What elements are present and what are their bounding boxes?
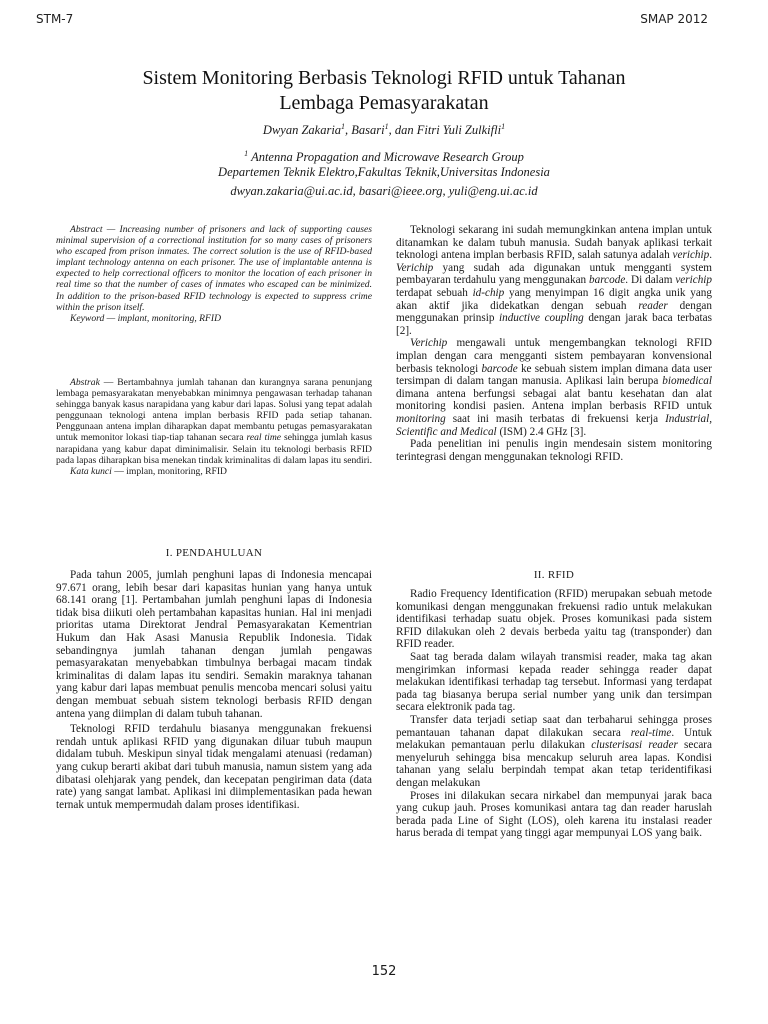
affiliation-line-2: Departemen Teknik Elektro,Fakultas Teknik,Universitas Indonesia — [218, 165, 550, 180]
abstract-english-text: Abstract — Increasing number of prisoners and lack of supporting causes minimal supervision of a correctional institution for so many cases of prisoners who escaped from prison inmates. The correct solution is the use of RFID-based implant technology antenna on each prisoner. The use of implantable antenna is expected to help correctional officers to monitor the location of each prisoner in real time so that the number of cases of inmates who escaped can be minimized. In addition to the prison-based RFID technology is expected to suppress crime within the prison itself. — [56, 224, 372, 313]
abstract-indonesian-keywords: Kata kunci — implan, monitoring, RFID — [70, 465, 227, 477]
author-separator-1: , — [345, 123, 352, 138]
page-number: 152 — [371, 964, 397, 979]
section-1-paragraph-1: Pada tahun 2005, jumlah penghuni lapas di Indonesia mencapai 97.671 orang, lebih besar dari kapasitas hunian yang hanya untuk 68.141 orang [1]. Pertambahan jumlah penghuni lapas di Indonesia tidak bisa diikuti oleh pertambahan kapasitas hunian. Hal ini menjadi prioritas utama Direktorat Jendral Pemasyarakatan Kementrian Hukum dan Hak Asasi Manusia Republik Indonesia. Tidak sebandingnya jumlah tahanan dengan jumlah pengawas pemasyarakatan menyebabkan timbulnya berbagai macam tindak kriminalitas di dalam lapas itu sendiri. Semakin maraknya tahanan yang kabur dari lapas membuat penulis mencoba mencari solusi yaitu dengan membuat sebuah sistem teknologi berbasis RFID dengan antena yang diimplan di dalam tubuh tahanan. — [56, 569, 372, 720]
section-1-heading: I. PENDAHULUAN — [165, 547, 263, 559]
paper-title-line-2: Lembaga Pemasyarakatan — [279, 92, 489, 114]
abstract-indonesian-text: Abstrak — Bertambahnya jumlah tahanan dan kurangnya sarana penunjang lembaga pemasyarakatan menyebabkan minimnya pengawasan terhadap tahanan sehingga banyak kasus narapidana yang kabur dari lapas. Solusi yang tepat adalah penggunaan teknologi antena implan berbasis RFID pada setiap tahanan. Penggunaan antena implan diharapkan dapat membantu petugas pemasyarakatan untuk memonitor lokasi tiap-tiap tahanan secara real time sehingga jumlah kasus narapidana yang kabur dapat diminimalisir. Selain itu teknologi berbasis RFID pada lapas diharapkan bisa menekan tindak kriminalitas di dalam lapas itu sendiri. — [56, 377, 372, 466]
author-3-affil-mark: 1 — [501, 122, 506, 131]
section-2-heading: II. RFID — [533, 569, 575, 581]
affiliation — [60, 146, 708, 180]
author-2-affil-mark: 1 — [384, 122, 389, 131]
abstract-english — [56, 224, 372, 324]
affiliation-line-1 — [60, 146, 708, 165]
running-header-left: STM-7 — [36, 12, 74, 26]
author-separator-2: , dan — [388, 123, 417, 138]
section-2-paragraph-4: Proses ini dilakukan secara nirkabel dan mempunyai jarak baca yang cukup jauh. Proses komunikasi antara tag dan reader haruslah berada pada Line of Sight (LOS), oleh karena itu instalasi reader harus berada di tempat yang tinggi agar mempunyai LOS yang baik. — [396, 789, 712, 840]
abstract-indonesian — [56, 377, 372, 477]
intro-continued — [396, 224, 712, 463]
abstrak-label: Abstrak — [70, 377, 100, 388]
section-2-body — [396, 588, 712, 840]
intro-paragraph-2: Verichip mengawali untuk mengembangkan teknologi RFID implan dengan cara mengganti sistem pembayaran konvensional berbasis teknologi barcode ke sebuah sistem implan dimana data user tersimpan di dalam tangan manusia. Aplikasi lain berupa biomedical dimana antena berfungsi sebagai alat bantu kesehatan dan alat monitoring kondisi pasien. Antena implan berbasis RFID untuk monitoring saat ini masih terbatas di frekuensi kerja Industrial, Scientific and Medical (ISM) 2.4 GHz [3]. — [396, 337, 712, 438]
kata-kunci-label: Kata kunci — [70, 465, 112, 477]
intro-paragraph-3: Pada penelitian ini penulis ingin mendesain sistem monitoring terintegrasi dengan menggunakan teknologi RFID. — [396, 438, 712, 463]
author-list — [60, 122, 708, 138]
author-1-affil-mark: 1 — [341, 122, 346, 131]
author-emails: dwyan.zakaria@ui.ac.id, basari@ieee.org, yuli@eng.ui.ac.id — [230, 184, 538, 198]
affiliation-mark: 1 — [244, 149, 249, 158]
author-3: Fitri Yuli Zulkifli — [416, 123, 502, 138]
abstract-english-keywords: Keyword — implant, monitoring, RFID — [70, 312, 222, 324]
section-2-paragraph-2: Saat tag berada dalam wilayah transmisi reader, maka tag akan mengirimkan informasi kepada reader sehingga reader dapat melakukan identifikasi terhadap tag tersebut. Informasi yang terdapat pada tag biasanya berupa serial number yang unik dan tersimpan secara elektronik pada tag. — [396, 650, 712, 714]
affiliation-group: Antenna Propagation and Microwave Research Group — [251, 150, 524, 165]
section-1-paragraph-2: Teknologi RFID terdahulu biasanya menggunakan frekuensi rendah untuk aplikasi RFID yang digunakan diluar tubuh maupun didalam tubuh. Meskipun sinyal tidak mengalami atenuasi (redaman) yang cukup berarti akibat dari tubuh manusia, namun sistem yang ada dibatasi olehjarak yang pendek, dan kecepatan pengiriman data (data rate) yang sangat lambat. Aplikasi ini diimplementasikan pada hewan ternak untuk mempermudah dalam proses identifikasi. — [56, 723, 372, 811]
author-1: Dwyan Zakaria — [262, 123, 342, 138]
paper-title-line-1: Sistem Monitoring Berbasis Teknologi RFID untuk Tahanan — [142, 67, 626, 89]
section-2-paragraph-3: Transfer data terjadi setiap saat dan terbaharui sehingga proses pemantauan tahanan dapat dilakukan secara real-time. Untuk melakukan pemantauan perlu dilakukan clusterisasi reader secara menyeluruh sehingga bisa mencakup seluruh area lapas. Kondisi tahanan yang selalu berpindah tempat akan tetap teridentifikasi dengan melakukan — [396, 713, 712, 789]
author-2: Basari — [351, 123, 385, 138]
intro-paragraph-1: Teknologi sekarang ini sudah memungkinkan antena implan untuk ditanamkan ke dalam tubuh manusia. Sudah banyak aplikasi terkait teknologi antena implan berbasis RFID, salah satunya adalah verichip. Verichip yang sudah ada digunakan untuk mengganti system pembayaran terdahulu yang menggunakan barcode. Di dalam verichip terdapat sebuah id-chip yang menyimpan 16 digit angka unik yang akan aktif jika didekatkan dengan sebuah reader dengan menggunakan prinsip inductive coupling dengan jarak baca terbatas [2]. — [396, 224, 712, 337]
section-1-body — [56, 569, 372, 814]
paper-title — [60, 66, 708, 116]
section-2-paragraph-1: Radio Frequency Identification (RFID) merupakan sebuah metode komunikasi dengan menggunakan frekuensi radio untuk melakukan identifikasi terhadap suatu objek. Proses komunikasi pada sistem RFID dilakukan oleh 2 devais berbeda yaitu tag (transponder) dan RFID reader. — [396, 588, 712, 651]
running-header-right: SMAP 2012 — [640, 12, 708, 26]
